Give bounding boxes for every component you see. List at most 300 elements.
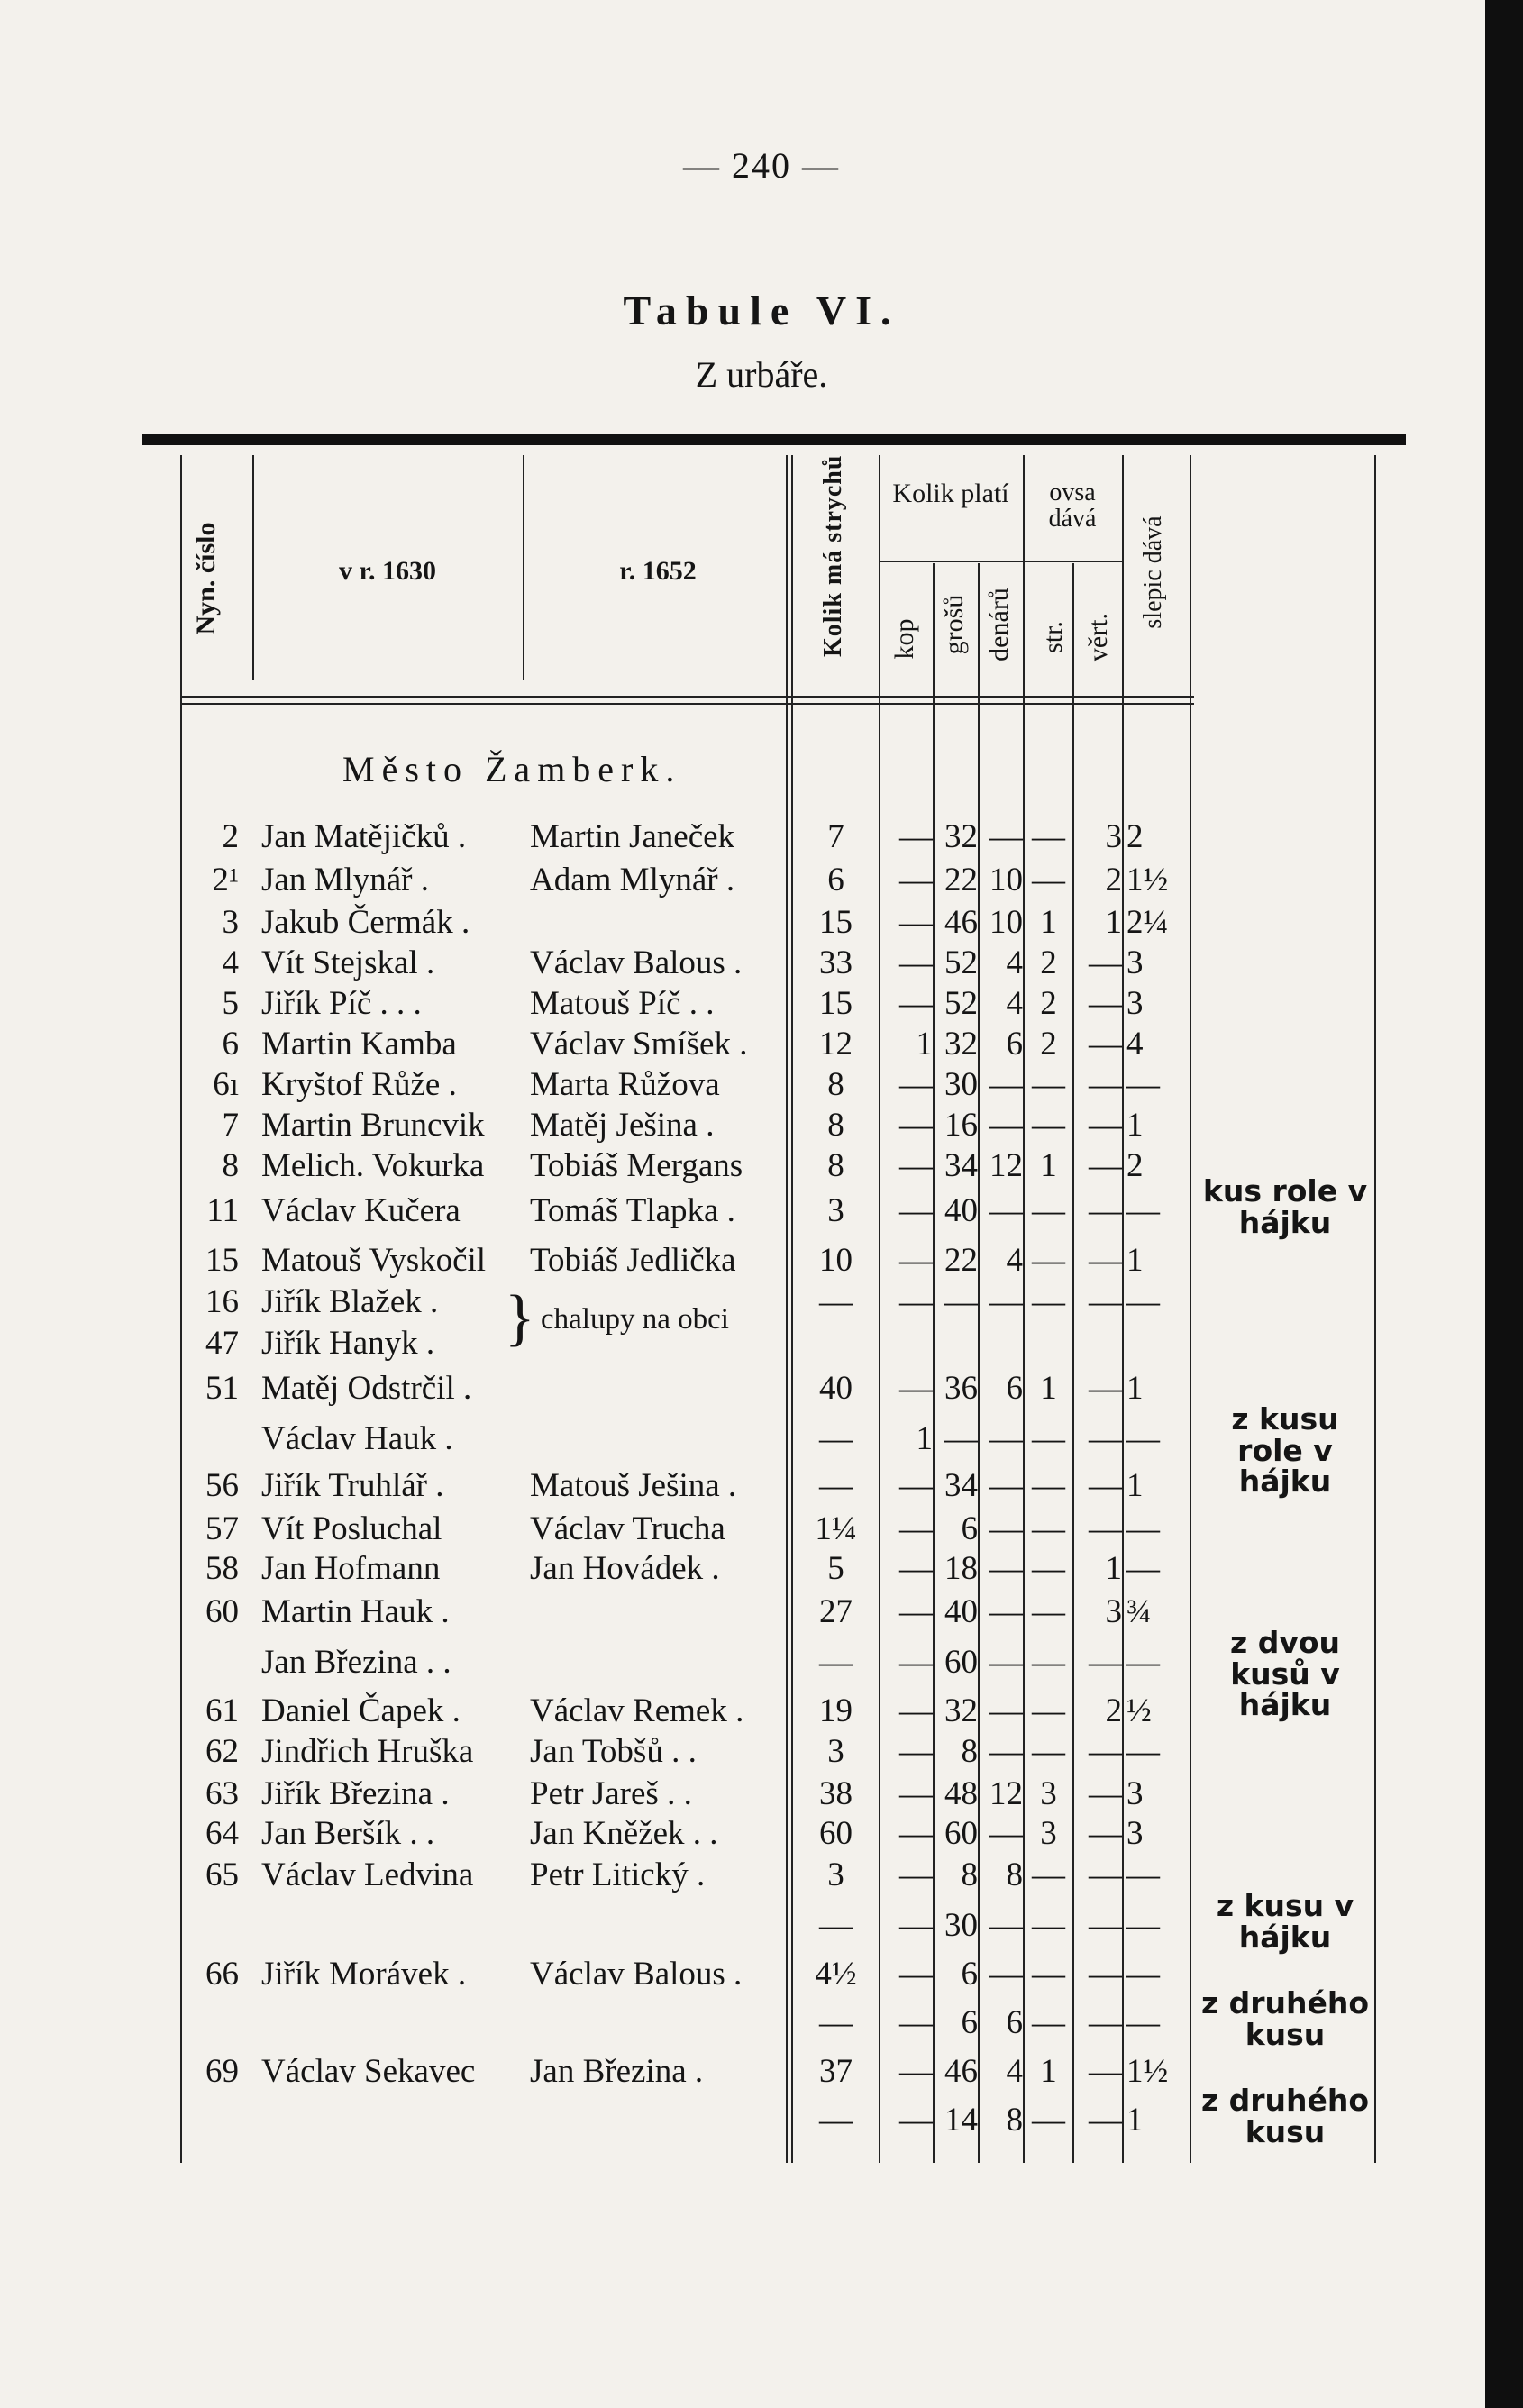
row-denaru: 4: [1006, 985, 1023, 1022]
row-strych-ovsa: 1: [1040, 1147, 1057, 1184]
row-strychu: —: [819, 1420, 853, 1457]
row-name-1652: Tobiáš Jedlička: [530, 1242, 736, 1279]
row-slepic: 1: [1126, 1370, 1144, 1407]
row-kop: —: [899, 1907, 933, 1944]
row-name-1652: Jan Březina .: [530, 2053, 704, 2090]
row-slepic: ½: [1126, 1692, 1152, 1729]
row-vert-ovsa: —: [1089, 1775, 1122, 1812]
row-strychu: 10: [819, 1242, 853, 1279]
row-name-1630: Daniel Čapek .: [261, 1692, 461, 1729]
row-denaru: —: [989, 1283, 1023, 1320]
table-title: Tabule VI.: [623, 287, 900, 333]
row-vert-ovsa: 1: [1105, 1550, 1122, 1587]
row-grosu: 60: [944, 1644, 978, 1681]
chalupy-brace: }: [505, 1283, 535, 1353]
row-grosu: 40: [944, 1192, 978, 1229]
header-1630: v r. 1630: [338, 556, 437, 586]
header-kolik-plati: [883, 479, 1018, 508]
header-kolik-plati-text: Kolik platí: [892, 479, 1009, 508]
row-denaru: —: [989, 1956, 1023, 1993]
row-kop: —: [899, 1775, 933, 1812]
row-vert-ovsa: —: [1089, 1370, 1122, 1407]
row-row-number: 4: [222, 944, 239, 981]
row-strych-ovsa: —: [1032, 1510, 1065, 1547]
row-row-number: 15: [205, 1242, 239, 1279]
row-denaru: —: [989, 1066, 1023, 1103]
row-grosu: 18: [944, 1550, 978, 1587]
row-row-number: 66: [205, 1956, 239, 1993]
row-vert-ovsa: —: [1089, 1192, 1122, 1229]
row-strych-ovsa: 3: [1040, 1815, 1057, 1852]
row-strych-ovsa: —: [1032, 1907, 1065, 1944]
row-grosu: 48: [944, 1775, 978, 1812]
row-row-number: 11: [206, 1192, 239, 1229]
row-strych-ovsa: —: [1032, 1956, 1065, 1993]
row-denaru: 6: [1006, 1370, 1023, 1407]
row-slepic: 2¼: [1126, 904, 1169, 941]
row-denaru: 10: [989, 862, 1023, 898]
row-name-1630: Václav Kučera: [261, 1192, 461, 1229]
row-name-1630: Jakub Čermák .: [261, 904, 470, 941]
row-slepic: 3: [1126, 1775, 1144, 1812]
row-grosu: 30: [944, 1066, 978, 1103]
row-strych-ovsa: —: [1032, 1467, 1065, 1504]
row-slepic: 3: [1126, 985, 1144, 1022]
row-vert-ovsa: —: [1089, 985, 1122, 1022]
header-kolik-ma: Kolik má strychů: [819, 454, 847, 657]
row-name-1652: Petr Jareš . .: [530, 1775, 692, 1812]
row-kop: —: [899, 1956, 933, 1993]
row-name-1652: Václav Trucha: [530, 1510, 725, 1547]
row-vert-ovsa: —: [1089, 1147, 1122, 1184]
row-name-1630: Václav Sekavec: [261, 2053, 476, 2090]
row-name-1652: chalupy na obci: [541, 1303, 729, 1336]
row-kop: —: [899, 1733, 933, 1770]
row-strychu: —: [819, 1644, 853, 1681]
row-kop: —: [899, 1467, 933, 1504]
row-grosu: 40: [944, 1593, 978, 1630]
row-strych-ovsa: —: [1032, 1593, 1065, 1630]
row-kop: —: [899, 1242, 933, 1279]
row-row-number: 2: [222, 818, 239, 855]
row-name-1630: Vít Stejskal .: [261, 944, 435, 981]
row-name-1630: Kryštof Růže .: [261, 1066, 457, 1103]
row-slepic: —: [1126, 1192, 1160, 1229]
row-slepic: —: [1126, 1856, 1160, 1893]
row-denaru: —: [989, 1420, 1023, 1457]
page-number: — 240 —: [683, 145, 840, 186]
header-str: str.: [1038, 621, 1068, 653]
row-strych-ovsa: —: [1032, 1856, 1065, 1893]
row-kop: —: [899, 1593, 933, 1630]
row-strychu: 38: [819, 1775, 853, 1812]
row-grosu: 34: [944, 1467, 978, 1504]
row-row-number: 51: [205, 1370, 239, 1407]
row-vert-ovsa: —: [1089, 1026, 1122, 1063]
row-slepic: 4: [1126, 1026, 1144, 1063]
row-vert-ovsa: —: [1089, 1733, 1122, 1770]
row-slepic: —: [1126, 1550, 1160, 1587]
row-note: z kusu v hájku: [1216, 1888, 1354, 1955]
row-slepic: 1: [1126, 1242, 1144, 1279]
row-slepic: 1: [1126, 1467, 1144, 1504]
row-slepic: —: [1126, 1066, 1160, 1103]
row-vert-ovsa: —: [1089, 1956, 1122, 1993]
header-rule: [180, 703, 1194, 705]
header-slepic: slepic dává: [1139, 515, 1167, 629]
row-row-number: 47: [205, 1325, 239, 1362]
row-denaru: 4: [1006, 1242, 1023, 1279]
row-grosu: 52: [944, 985, 978, 1022]
row-kop: —: [899, 944, 933, 981]
row-grosu: 22: [944, 1242, 978, 1279]
row-name-1652: Tomáš Tlapka .: [530, 1192, 735, 1229]
row-vert-ovsa: —: [1089, 1644, 1122, 1681]
row-kop: —: [899, 1066, 933, 1103]
row-kop: —: [899, 2102, 933, 2139]
row-vert-ovsa: —: [1089, 1907, 1122, 1944]
row-grosu: —: [944, 1283, 978, 1320]
row-vert-ovsa: —: [1089, 1856, 1122, 1893]
row-strych-ovsa: —: [1032, 818, 1065, 855]
row-strych-ovsa: —: [1032, 1283, 1065, 1320]
row-strychu: 7: [827, 818, 844, 855]
row-strychu: 40: [819, 1370, 853, 1407]
row-vert-ovsa: —: [1089, 1107, 1122, 1144]
row-name-1652: Matouš Píč . .: [530, 985, 715, 1022]
column-rule: [1122, 455, 1124, 2163]
row-strychu: 3: [827, 1192, 844, 1229]
row-grosu: 14: [944, 2102, 978, 2139]
row-row-number: 3: [222, 904, 239, 941]
row-strychu: —: [819, 1283, 853, 1320]
row-vert-ovsa: 2: [1105, 1692, 1122, 1729]
row-denaru: 8: [1006, 2102, 1023, 2139]
row-kop: —: [899, 1147, 933, 1184]
page-edge: [1485, 0, 1523, 2408]
row-kop: —: [899, 2053, 933, 2090]
row-name-1652: Petr Litický .: [530, 1856, 706, 1893]
row-row-number: 61: [205, 1692, 239, 1729]
row-strychu: 27: [819, 1593, 853, 1630]
row-name-1652: Marta Růžova: [530, 1066, 720, 1103]
row-kop: —: [899, 1856, 933, 1893]
header-rule: [1023, 561, 1122, 562]
row-slepic: 1½: [1126, 2053, 1169, 2090]
row-strych-ovsa: 2: [1040, 944, 1057, 981]
row-slepic: 3: [1126, 944, 1144, 981]
row-name-1652: Tobiáš Mergans: [530, 1147, 743, 1184]
row-strych-ovsa: 2: [1040, 985, 1057, 1022]
row-row-number: 62: [205, 1733, 239, 1770]
row-strychu: 33: [819, 944, 853, 981]
row-name-1652: Václav Remek .: [530, 1692, 744, 1729]
row-grosu: 6: [961, 1510, 978, 1547]
row-strych-ovsa: 1: [1040, 1370, 1057, 1407]
row-row-number: 6: [222, 1026, 239, 1063]
row-slepic: 1½: [1126, 862, 1169, 898]
row-denaru: —: [989, 1815, 1023, 1852]
row-name-1630: Melich. Vokurka: [261, 1147, 485, 1184]
row-strychu: 5: [827, 1550, 844, 1587]
row-strychu: 8: [827, 1107, 844, 1144]
row-vert-ovsa: —: [1089, 944, 1122, 981]
column-rule: [180, 455, 182, 2163]
row-grosu: 34: [944, 1147, 978, 1184]
row-note: z druhého kusu: [1200, 2083, 1370, 2149]
row-name-1630: Jiřík Březina .: [261, 1775, 450, 1812]
row-strychu: —: [819, 1907, 853, 1944]
row-name-1630: Martin Hauk .: [261, 1593, 450, 1630]
row-kop: —: [899, 2004, 933, 2041]
row-row-number: 5: [222, 985, 239, 1022]
row-vert-ovsa: —: [1089, 1467, 1122, 1504]
header-vert: věrt.: [1083, 612, 1113, 662]
row-name-1630: Jiřík Truhlář .: [261, 1467, 444, 1504]
row-row-number: 2¹: [212, 862, 239, 898]
row-slepic: 2: [1126, 818, 1144, 855]
row-vert-ovsa: 3: [1105, 818, 1122, 855]
row-name-1652: Adam Mlynář .: [530, 862, 735, 898]
row-kop: —: [899, 1192, 933, 1229]
row-name-1630: Jan Mlynář .: [261, 862, 429, 898]
row-denaru: 10: [989, 904, 1023, 941]
row-strych-ovsa: —: [1032, 1550, 1065, 1587]
row-denaru: 12: [989, 1147, 1023, 1184]
row-name-1652: Jan Kněžek . .: [530, 1815, 718, 1852]
row-strychu: 15: [819, 985, 853, 1022]
row-name-1630: Jiřík Blažek .: [261, 1283, 439, 1320]
row-strychu: 12: [819, 1026, 853, 1063]
row-slepic: —: [1126, 1644, 1160, 1681]
row-row-number: 16: [205, 1283, 239, 1320]
row-name-1630: Jindřich Hruška: [261, 1733, 474, 1770]
row-name-1652: Matouš Ješina .: [530, 1467, 737, 1504]
row-vert-ovsa: —: [1089, 1066, 1122, 1103]
row-grosu: 30: [944, 1907, 978, 1944]
table-subtitle: Z urbáře.: [695, 354, 828, 395]
row-grosu: —: [944, 1420, 978, 1457]
row-kop: 1: [916, 1026, 933, 1063]
header-ovsa-dava: ovsa dává: [1048, 479, 1097, 534]
row-note: z druhého kusu: [1200, 1985, 1370, 2052]
row-strychu: 4½: [815, 1956, 857, 1993]
row-strych-ovsa: —: [1032, 1644, 1065, 1681]
row-kop: —: [899, 1815, 933, 1852]
row-name-1630: Martin Kamba: [261, 1026, 457, 1063]
row-name-1630: Jiřík Hanyk .: [261, 1325, 435, 1362]
row-denaru: 8: [1006, 1856, 1023, 1893]
row-vert-ovsa: —: [1089, 1242, 1122, 1279]
row-grosu: 32: [944, 1026, 978, 1063]
row-grosu: 36: [944, 1370, 978, 1407]
row-vert-ovsa: 2: [1105, 862, 1122, 898]
row-name-1630: Martin Bruncvik: [261, 1107, 485, 1144]
row-strychu: 3: [827, 1733, 844, 1770]
header-kop: kop: [889, 618, 919, 660]
row-strych-ovsa: —: [1032, 1107, 1065, 1144]
row-note: z dvou kusů v hájku: [1230, 1625, 1340, 1723]
row-strych-ovsa: —: [1032, 1192, 1065, 1229]
row-strych-ovsa: 2: [1040, 1026, 1057, 1063]
row-vert-ovsa: 3: [1105, 1593, 1122, 1630]
row-vert-ovsa: —: [1089, 2053, 1122, 2090]
row-strychu: —: [819, 2102, 853, 2139]
row-strych-ovsa: 3: [1040, 1775, 1057, 1812]
row-vert-ovsa: —: [1089, 1815, 1122, 1852]
row-denaru: —: [989, 1192, 1023, 1229]
column-rule: [523, 455, 524, 680]
row-row-number: 60: [205, 1593, 239, 1630]
row-slepic: —: [1126, 2004, 1160, 2041]
row-row-number: 56: [205, 1467, 239, 1504]
row-strychu: 1¼: [815, 1510, 857, 1547]
row-name-1630: Jan Hofmann: [261, 1550, 441, 1587]
row-note: z kusu role v hájku: [1231, 1401, 1339, 1500]
column-rule: [252, 455, 254, 680]
row-strych-ovsa: —: [1032, 862, 1065, 898]
row-strychu: —: [819, 1467, 853, 1504]
row-strychu: 60: [819, 1815, 853, 1852]
row-kop: 1: [916, 1420, 933, 1457]
row-denaru: —: [989, 818, 1023, 855]
row-name-1630: Matouš Vyskočil: [261, 1242, 487, 1279]
row-denaru: —: [989, 1593, 1023, 1630]
row-grosu: 8: [961, 1856, 978, 1893]
row-vert-ovsa: —: [1089, 1510, 1122, 1547]
row-kop: —: [899, 1510, 933, 1547]
header-grosu: grošů: [939, 594, 969, 655]
row-grosu: 60: [944, 1815, 978, 1852]
row-name-1630: Jan Březina . .: [261, 1644, 451, 1681]
row-grosu: 32: [944, 1692, 978, 1729]
row-denaru: —: [989, 1107, 1023, 1144]
table-top-rule: [142, 434, 1406, 445]
row-name-1652: Jan Tobšů . .: [530, 1733, 697, 1770]
row-denaru: 6: [1006, 2004, 1023, 2041]
row-kop: —: [899, 862, 933, 898]
row-slepic: —: [1126, 1956, 1160, 1993]
row-note: kus role v hájku: [1202, 1173, 1368, 1240]
row-kop: —: [899, 1644, 933, 1681]
row-slepic: —: [1126, 1420, 1160, 1457]
row-denaru: —: [989, 1733, 1023, 1770]
row-denaru: —: [989, 1907, 1023, 1944]
row-name-1652: Václav Smíšek .: [530, 1026, 748, 1063]
row-kop: —: [899, 818, 933, 855]
row-name-1652: Martin Janeček: [530, 818, 735, 855]
row-slepic: 3: [1126, 1815, 1144, 1852]
row-kop: —: [899, 1550, 933, 1587]
row-row-number: 57: [205, 1510, 239, 1547]
row-name-1652: Matěj Ješina .: [530, 1107, 715, 1144]
row-denaru: —: [989, 1510, 1023, 1547]
row-kop: —: [899, 985, 933, 1022]
row-slepic: 1: [1126, 2102, 1144, 2139]
row-grosu: 6: [961, 1956, 978, 1993]
row-kop: —: [899, 1692, 933, 1729]
row-strych-ovsa: —: [1032, 2004, 1065, 2041]
row-name-1630: Jan Beršík . .: [261, 1815, 435, 1852]
row-strych-ovsa: —: [1032, 1733, 1065, 1770]
header-nyn-cislo: Nyn. číslo: [191, 522, 221, 635]
row-denaru: —: [989, 1692, 1023, 1729]
row-slepic: —: [1126, 1510, 1160, 1547]
row-name-1630: Jiřík Morávek .: [261, 1956, 467, 1993]
row-slepic: 1: [1126, 1107, 1144, 1144]
row-row-number: 6ı: [213, 1066, 239, 1103]
row-vert-ovsa: —: [1089, 1283, 1122, 1320]
row-strychu: 15: [819, 904, 853, 941]
row-name-1652: Václav Balous .: [530, 944, 743, 981]
row-name-1630: Václav Ledvina: [261, 1856, 474, 1893]
column-rule: [1190, 455, 1191, 2163]
row-row-number: 7: [222, 1107, 239, 1144]
row-vert-ovsa: —: [1089, 1420, 1122, 1457]
row-vert-ovsa: —: [1089, 2004, 1122, 2041]
row-row-number: 58: [205, 1550, 239, 1587]
row-name-1630: Matěj Odstrčil .: [261, 1370, 472, 1407]
row-name-1652: Jan Hovádek .: [530, 1550, 720, 1587]
row-slepic: 2: [1126, 1147, 1144, 1184]
row-strychu: 8: [827, 1066, 844, 1103]
row-vert-ovsa: 1: [1105, 904, 1122, 941]
row-name-1630: Václav Hauk .: [261, 1420, 453, 1457]
row-strychu: —: [819, 2004, 853, 2041]
row-name-1652: Václav Balous .: [530, 1956, 743, 1993]
row-strych-ovsa: —: [1032, 1692, 1065, 1729]
row-strych-ovsa: —: [1032, 1066, 1065, 1103]
row-grosu: 46: [944, 904, 978, 941]
row-kop: —: [899, 904, 933, 941]
row-grosu: 8: [961, 1733, 978, 1770]
row-grosu: 16: [944, 1107, 978, 1144]
row-denaru: 4: [1006, 2053, 1023, 2090]
row-row-number: 65: [205, 1856, 239, 1893]
row-grosu: 32: [944, 818, 978, 855]
row-grosu: 52: [944, 944, 978, 981]
row-strych-ovsa: —: [1032, 1420, 1065, 1457]
row-grosu: 22: [944, 862, 978, 898]
row-kop: —: [899, 1107, 933, 1144]
row-strychu: 8: [827, 1147, 844, 1184]
row-slepic: —: [1126, 1283, 1160, 1320]
row-strychu: 3: [827, 1856, 844, 1893]
header-denaru: denárů: [984, 588, 1014, 661]
row-strychu: 6: [827, 862, 844, 898]
row-denaru: 4: [1006, 944, 1023, 981]
row-denaru: 12: [989, 1775, 1023, 1812]
row-name-1630: Vít Posluchal: [261, 1510, 442, 1547]
row-vert-ovsa: —: [1089, 2102, 1122, 2139]
row-name-1630: Jiřík Píč . . .: [261, 985, 422, 1022]
row-row-number: 8: [222, 1147, 239, 1184]
row-denaru: 6: [1006, 1026, 1023, 1063]
row-name-1630: Jan Matějičků .: [261, 818, 467, 855]
row-row-number: 63: [205, 1775, 239, 1812]
row-grosu: 6: [961, 2004, 978, 2041]
row-slepic: ¾: [1126, 1593, 1152, 1630]
row-kop: —: [899, 1283, 933, 1320]
row-row-number: 69: [205, 2053, 239, 2090]
row-slepic: —: [1126, 1733, 1160, 1770]
row-grosu: 46: [944, 2053, 978, 2090]
header-1652: r. 1652: [619, 556, 697, 586]
row-denaru: —: [989, 1467, 1023, 1504]
row-strych-ovsa: 1: [1040, 2053, 1057, 2090]
row-slepic: —: [1126, 1907, 1160, 1944]
section-title: Město Žamberk.: [342, 749, 682, 789]
